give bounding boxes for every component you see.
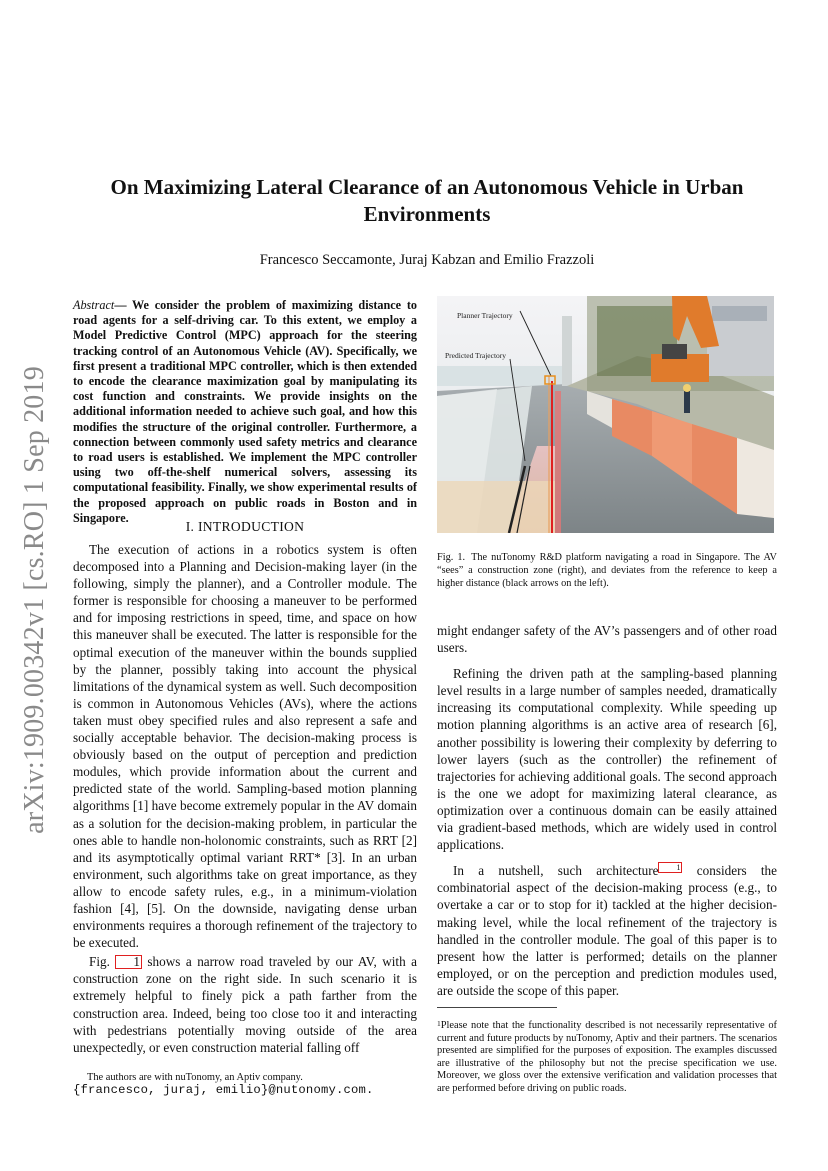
intro-p2-rest: shows a narrow road traveled by our AV, with a construction zone on the right side. In such scenario it is extremely helpful to finely pick a path farther from the construction area. Indeed, being too close too it and interacting with pedestrians potentially moving outside of the area unexpectedly, or even construction material falling off [73, 954, 417, 1055]
intro-paragraph-2 [73, 953, 417, 1056]
introduction-body [73, 541, 417, 1056]
section-heading-introduction: I. INTRODUCTION [185, 519, 305, 534]
right-p2-prefix: In a nutshell, such architecture [453, 863, 659, 879]
label-planner-trajectory: Planner Trajectory [457, 311, 513, 320]
abstract-text: We consider the problem of maximizing distance to road agents for a self-driving car. To this extent, we employ a Model Predictive Control (MPC) approach for the steering tracking control of an Autonomous Vehicle (AV). Specifically, we first present a traditional MPC controller, which is then extended to encode the clearance maximization goal by manipulating its cost function and constraints. We provide insights on the additional information needed to achieve such goal, and how this modifies the structure of the original controller. Furthermore, a connection between commonly used safety metrics and clearance to road users is established. We implement the MPC controller using two off-the-shelf numerical solvers, assessing its computational feasibility. Finally, we show experimental results of the proposed approach on public roads in Boston and in Singapore. [73, 298, 418, 525]
footnote-1-link[interactable]: 1 [658, 862, 682, 873]
abstract-label: Abstract [73, 298, 115, 312]
right-column-body [437, 622, 777, 999]
right-paragraph-0: might endanger safety of the AV’s passengers and of other road users. [437, 623, 777, 656]
arxiv-identifier: arXiv:1909.00342v1 [cs.RO] 1 Sep 2019 [19, 366, 50, 834]
footnote-text: Please note that the functionality described is not necessarily representative of current and future products by nuTonomy, Aptiv and their partners. The scenarios presented are simplified for the purposes of exposition. The examples discussed are illustrative of the philosophy but not the precise specification we use. Moreover, we gloss over the extensive verification and validation processes that are performed before driving on public roads. [437, 1020, 777, 1094]
abstract-dash: — [114, 298, 133, 312]
figure-1-image [437, 296, 774, 533]
author-affiliation [73, 1071, 417, 1097]
paper-title: On Maximizing Lateral Clearance of an Autonomous Vehicle in Urban Environments [110, 175, 744, 226]
footnote-1 [437, 1020, 777, 1096]
footnote-rule [437, 1007, 557, 1008]
intro-p2-prefix: Fig. [89, 954, 116, 970]
figure-1-caption [437, 552, 777, 590]
footnote-number: 1 [437, 1019, 441, 1028]
abstract [73, 298, 417, 526]
figure-1-link[interactable]: 1 [115, 955, 142, 969]
affiliation-line: The authors are with nuTonomy, an Aptiv company. [87, 1072, 303, 1083]
right-paragraph-1: Refining the driven path at the sampling-based planning level results in a large number of samples needed, dramatically increasing its computational complexity. While speeding up motion planning algorithms is an active area of research [6], another possibility is lowering their complexity by deferring to lower layers (such as the controller) the refinement of trajectories for achieving additional goals. The second approach is the one we adopt for maximizing lateral clearance, as optimization over a continuous domain can be easily attained via gradient-based methods, which are widely used in control applications. [437, 666, 777, 853]
paper-authors: Francesco Seccamonte, Juraj Kabzan and Emilio Frazzoli [259, 252, 595, 268]
right-paragraph-2 [437, 862, 777, 999]
street-scene-illustration [437, 296, 774, 533]
arxiv-sidebar-stamp [10, 360, 60, 840]
label-predicted-trajectory: Predicted Trajectory [445, 351, 507, 360]
right-p2-rest: considers the combinatorial aspect of the decision-making process (e.g., to overtake a car or to stop for it) tackled at the higher decision-making level, while the local refinement of the trajectory is handled in the controller module. The goal of this paper is to present how the latter is performed; details on the planner employed, or on the perception and prediction modules used, are outside the scope of this paper. [437, 863, 777, 998]
caption-text: The nuTonomy R&D platform navigating a road in Singapore. The AV “sees” a construction zone (right), and deviates from the reference to keep a higher distance (black arrows on the left). [437, 552, 777, 589]
caption-label: Fig. 1. [437, 552, 466, 563]
affiliation-emails: {francesco, juraj, emilio}@nutonomy.com. [73, 1083, 374, 1097]
intro-paragraph-1: The execution of actions in a robotics system is often decomposed into a Planning and Decision-making layer (in the following, simply the planner), and a Controller module. The former is responsible for choosing a maneuver to be performed and for imposing restrictions in speed, time, and space on how this maneuver shall be executed. The latter is responsible for the optimal execution of the maneuver within the bounds supplied by the planner, possibly taking into account the physical limitations of the dynamical system as well. Such decomposition is common in Autonomous Vehicles (AVs), where the actions taken must obey specified rules and also represent a safe and socially acceptable behavior. The decision-making process is obviously based on the output of perception and prediction modules, which provide information about the current and predicted state of the world. Sampling-based motion planning algorithms [1] have become extremely popular in the AV domain as a solution for the decision-making problem, in particular the ones able to handle non-holonomic constraints, such as RRT [2] and its asymptotically optimal variant RRT* [3]. In an urban environment, such algorithms take on great importance, as they allow to encode safety rules, e.g., in a minimum-violation fashion [4], [5]. On the downside, navigating dense urban environments requires a thorough refinement of the trajectory to be executed. [73, 542, 417, 951]
